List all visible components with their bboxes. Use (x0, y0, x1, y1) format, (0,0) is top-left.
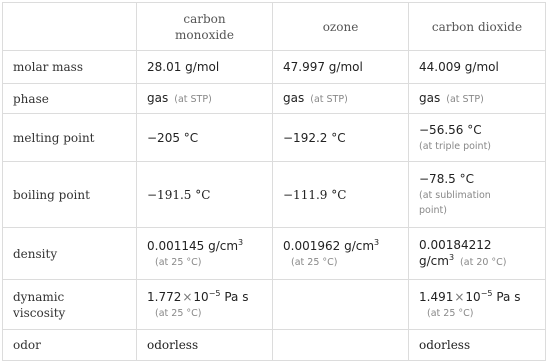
column-header-ozone (273, 3, 409, 51)
table-row-odor (3, 330, 546, 361)
row-header-line-2: viscosity (13, 305, 66, 320)
unit-exponent: 3 (448, 252, 455, 262)
times-sign: × (182, 289, 193, 304)
table-row-molar-mass (3, 51, 546, 84)
condition-note: (at 25 °C) (155, 307, 202, 319)
row-header-density: density (3, 228, 137, 280)
table-row-melting-point (3, 114, 546, 162)
times-sign: × (454, 289, 465, 304)
density-value: 0.00184212 (419, 237, 492, 252)
viscosity-exponent: −5 (208, 288, 221, 298)
melting-point-value: −56.56 °C (419, 122, 482, 137)
density-unit: g/cm (419, 253, 449, 268)
cell-melting-point-co2 (409, 114, 546, 162)
cell-phase-o3 (273, 84, 409, 114)
column-header-label: carbon dioxide (431, 19, 523, 34)
properties-table (2, 2, 546, 361)
condition-note: (at triple point) (419, 140, 492, 152)
table-row-boiling-point (3, 162, 546, 228)
cell-odor-o3 (273, 330, 409, 361)
table-row-phase (3, 84, 546, 114)
unit-exponent: 3 (238, 237, 244, 247)
cell-viscosity-co (137, 280, 273, 330)
cell-melting-point-co: −205 °C (137, 114, 273, 162)
cell-boiling-point-co2 (409, 162, 546, 228)
cell-boiling-point-co: −191.5 °C (137, 162, 273, 228)
condition-note: (at 25 °C) (155, 256, 202, 268)
row-header-line-1: dynamic (13, 289, 65, 304)
condition-note: (at STP) (174, 93, 212, 105)
cell-density-o3 (273, 228, 409, 280)
cell-viscosity-o3 (273, 280, 409, 330)
table-row-density (3, 228, 546, 280)
row-header-melting-point: melting point (3, 114, 137, 162)
cell-molar-mass-o3: 47.997 g/mol (273, 51, 409, 84)
cell-boiling-point-o3: −111.9 °C (273, 162, 409, 228)
condition-note: (at 25 °C) (427, 307, 474, 319)
cell-odor-co2: odorless (409, 330, 546, 361)
condition-note-line-2: point) (419, 205, 447, 216)
column-header-carbon-monoxide (137, 3, 273, 51)
viscosity-base: 10 (465, 289, 481, 304)
cell-molar-mass-co: 28.01 g/mol (137, 51, 273, 84)
condition-note: (at 20 °C) (460, 256, 507, 268)
cell-density-co2 (409, 228, 546, 280)
condition-note: (at STP) (446, 93, 484, 105)
row-header-boiling-point: boiling point (3, 162, 137, 228)
condition-note-line-1: (at sublimation (419, 190, 491, 201)
cell-phase-co (137, 84, 273, 114)
cell-phase-co2 (409, 84, 546, 114)
phase-value: gas (419, 90, 441, 105)
row-header-dynamic-viscosity (3, 280, 137, 330)
cell-odor-co: odorless (137, 330, 273, 361)
cell-molar-mass-co2: 44.009 g/mol (409, 51, 546, 84)
unit-exponent: 3 (374, 237, 380, 247)
cell-melting-point-o3: −192.2 °C (273, 114, 409, 162)
column-header-carbon-dioxide (409, 3, 546, 51)
cell-density-co (137, 228, 273, 280)
row-header-odor: odor (3, 330, 137, 361)
corner-cell (3, 3, 137, 51)
viscosity-mantissa: 1.491 (419, 289, 454, 304)
condition-note: (at 25 °C) (291, 256, 338, 268)
viscosity-mantissa: 1.772 (147, 289, 182, 304)
phase-value: gas (147, 90, 169, 105)
density-value: 0.001962 g/cm (283, 238, 375, 253)
viscosity-base: 10 (193, 289, 209, 304)
phase-value: gas (283, 90, 305, 105)
row-header-molar-mass: molar mass (3, 51, 137, 84)
column-header-label: carbon monoxide (175, 11, 234, 42)
viscosity-unit: Pa s (496, 289, 521, 304)
cell-viscosity-co2 (409, 280, 546, 330)
row-header-phase: phase (3, 84, 137, 114)
properties-table-wrapper (2, 2, 546, 361)
boiling-point-value: −78.5 °C (419, 172, 474, 186)
table-row-dynamic-viscosity (3, 280, 546, 330)
condition-note: (at STP) (310, 93, 348, 105)
column-header-label: ozone (322, 19, 359, 34)
viscosity-exponent: −5 (480, 288, 493, 298)
density-value: 0.001145 g/cm (147, 238, 239, 253)
header-row (3, 3, 546, 51)
viscosity-unit: Pa s (224, 289, 249, 304)
